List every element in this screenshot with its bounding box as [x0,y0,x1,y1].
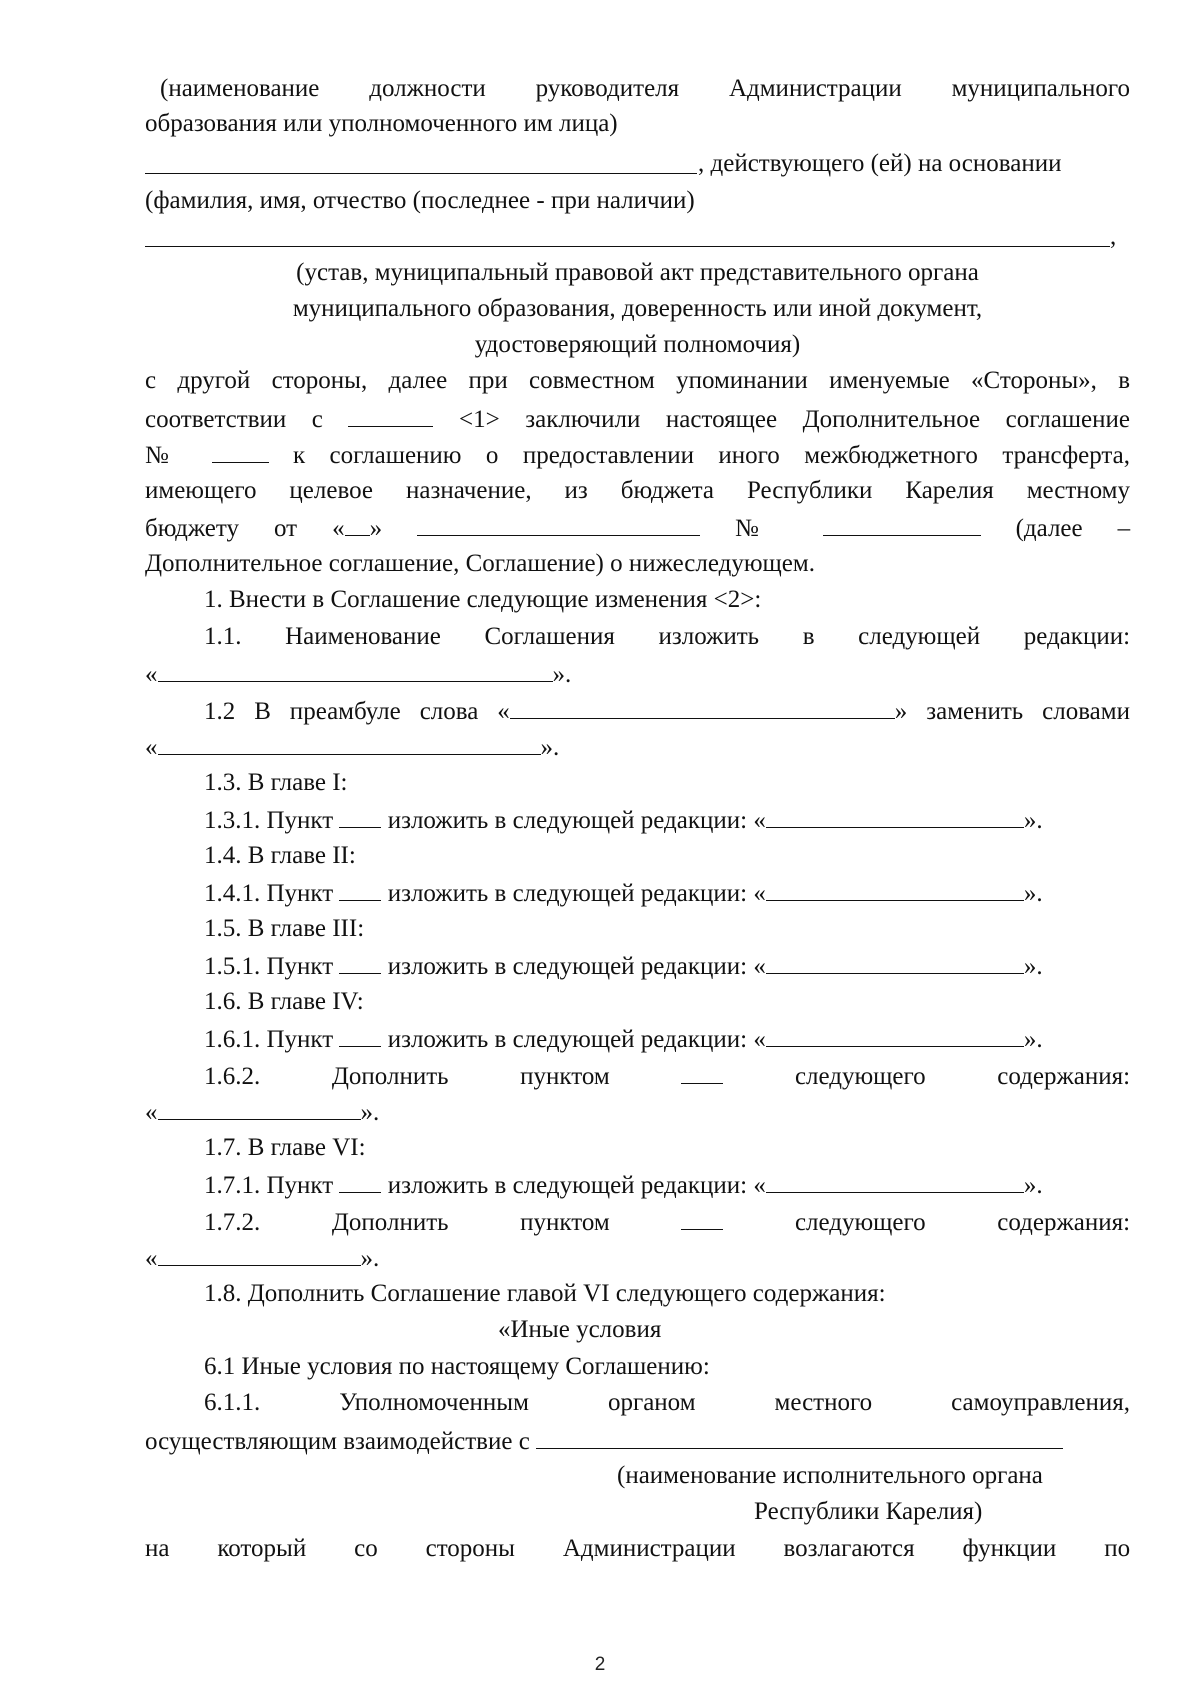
line-40: Республики Карелия) [754,1498,983,1525]
line-22: 1.4. В главе II: [204,842,356,869]
blank-line [339,951,381,974]
line-41: на который со стороны Администрации возлагаются функции по [145,1535,1131,1562]
line-24: 1.5. В главе III: [204,915,365,942]
line-8: удостоверяющий полномочия) [474,331,801,358]
line-17: « ». [145,661,572,688]
blank-line [681,1061,723,1084]
blank-line [345,513,370,536]
line-36: 6.1 Иные условия по настоящему Соглашению: [204,1353,710,1380]
line-32: 1.7.2. Дополнить пунктом следующего содержания: [204,1209,1131,1236]
line-18: 1.2 В преамбуле слова « » заменить словами [204,698,1130,725]
blank-line [339,805,381,828]
line-13: бюджету от « » № (далее – [145,515,1131,542]
line-5: , [1110,223,1117,250]
blank-line [766,805,1024,828]
blank-line [158,1097,361,1120]
line-21: 1.3.1. Пункт изложить в следующей редакции: « ». [204,807,1043,834]
line-6: (устав, муниципальный правовой акт представительного органа [296,259,979,286]
line-26: 1.6. В главе IV: [204,988,364,1015]
line-10: соответствии с <1> заключили настоящее Дополнительное соглашение [145,406,1131,433]
chapter-heading: «Иные условия [498,1316,662,1343]
blank-line [766,1024,1024,1047]
blank-line [510,696,895,719]
line-4: (фамилия, имя, отчество (последнее - при наличии) [145,187,695,214]
line-16: 1.1. Наименование Соглашения изложить в следующей редакции: [204,623,1131,650]
line-23: 1.4.1. Пункт изложить в следующей редакции: « ». [204,880,1043,907]
line-38: осуществляющим взаимодействие с [145,1426,1130,1456]
blank-line [823,513,981,536]
line-39: (наименование исполнительного органа [617,1462,1043,1489]
line-9: с другой стороны, далее при совместном упоминании именуемые «Стороны», в [145,367,1130,394]
line-3: , действующего (ей) на основании [698,150,1062,177]
line-19: « ». [145,734,560,761]
blank-line [536,1426,1063,1449]
line-1: (наименование должности руководителя Администрации муниципального [160,75,1130,102]
blank-line [145,173,697,174]
line-37: 6.1.1. Уполномоченным органом местного самоуправления, [204,1389,1131,1416]
line-25: 1.5.1. Пункт изложить в следующей редакции: « ». [204,953,1043,980]
line-15: 1. Внести в Соглашение следующие изменения <2>: [204,586,762,613]
line-27: 1.6.1. Пункт изложить в следующей редакции: « ». [204,1026,1043,1053]
line-29: « ». [145,1099,380,1126]
blank-line [766,878,1024,901]
blank-line [417,513,700,536]
blank-line [339,1024,381,1047]
blank-line [766,1170,1024,1193]
blank-line [212,440,269,463]
line-31: 1.7.1. Пункт изложить в следующей редакции: « ». [204,1172,1043,1199]
line-12: имеющего целевое назначение, из бюджета Республики Карелия местному [145,477,1130,504]
blank-line [681,1207,723,1230]
blank-line [145,246,1110,247]
line-20: 1.3. В главе I: [204,769,348,796]
line-2: образования или уполномоченного им лица) [145,110,618,137]
line-11: № к соглашению о предоставлении иного межбюджетного трансферта, [145,442,1131,469]
blank-line [158,659,553,682]
blank-line [766,951,1024,974]
page-number: 2 [594,1654,606,1675]
line-34: 1.8. Дополнить Соглашение главой VI следующего содержания: [204,1280,886,1307]
line-33: « ». [145,1245,380,1272]
line-7: муниципального образования, доверенность или иной документ, [292,295,983,322]
line-14: Дополнительное соглашение, Соглашение) о нижеследующем. [145,550,815,577]
line-30: 1.7. В главе VI: [204,1134,366,1161]
blank-line [339,878,381,901]
blank-line [158,1243,361,1266]
line-28: 1.6.2. Дополнить пунктом следующего содержания: [204,1063,1131,1090]
blank-line [339,1170,381,1193]
blank-line [158,732,541,755]
blank-line [348,404,433,427]
